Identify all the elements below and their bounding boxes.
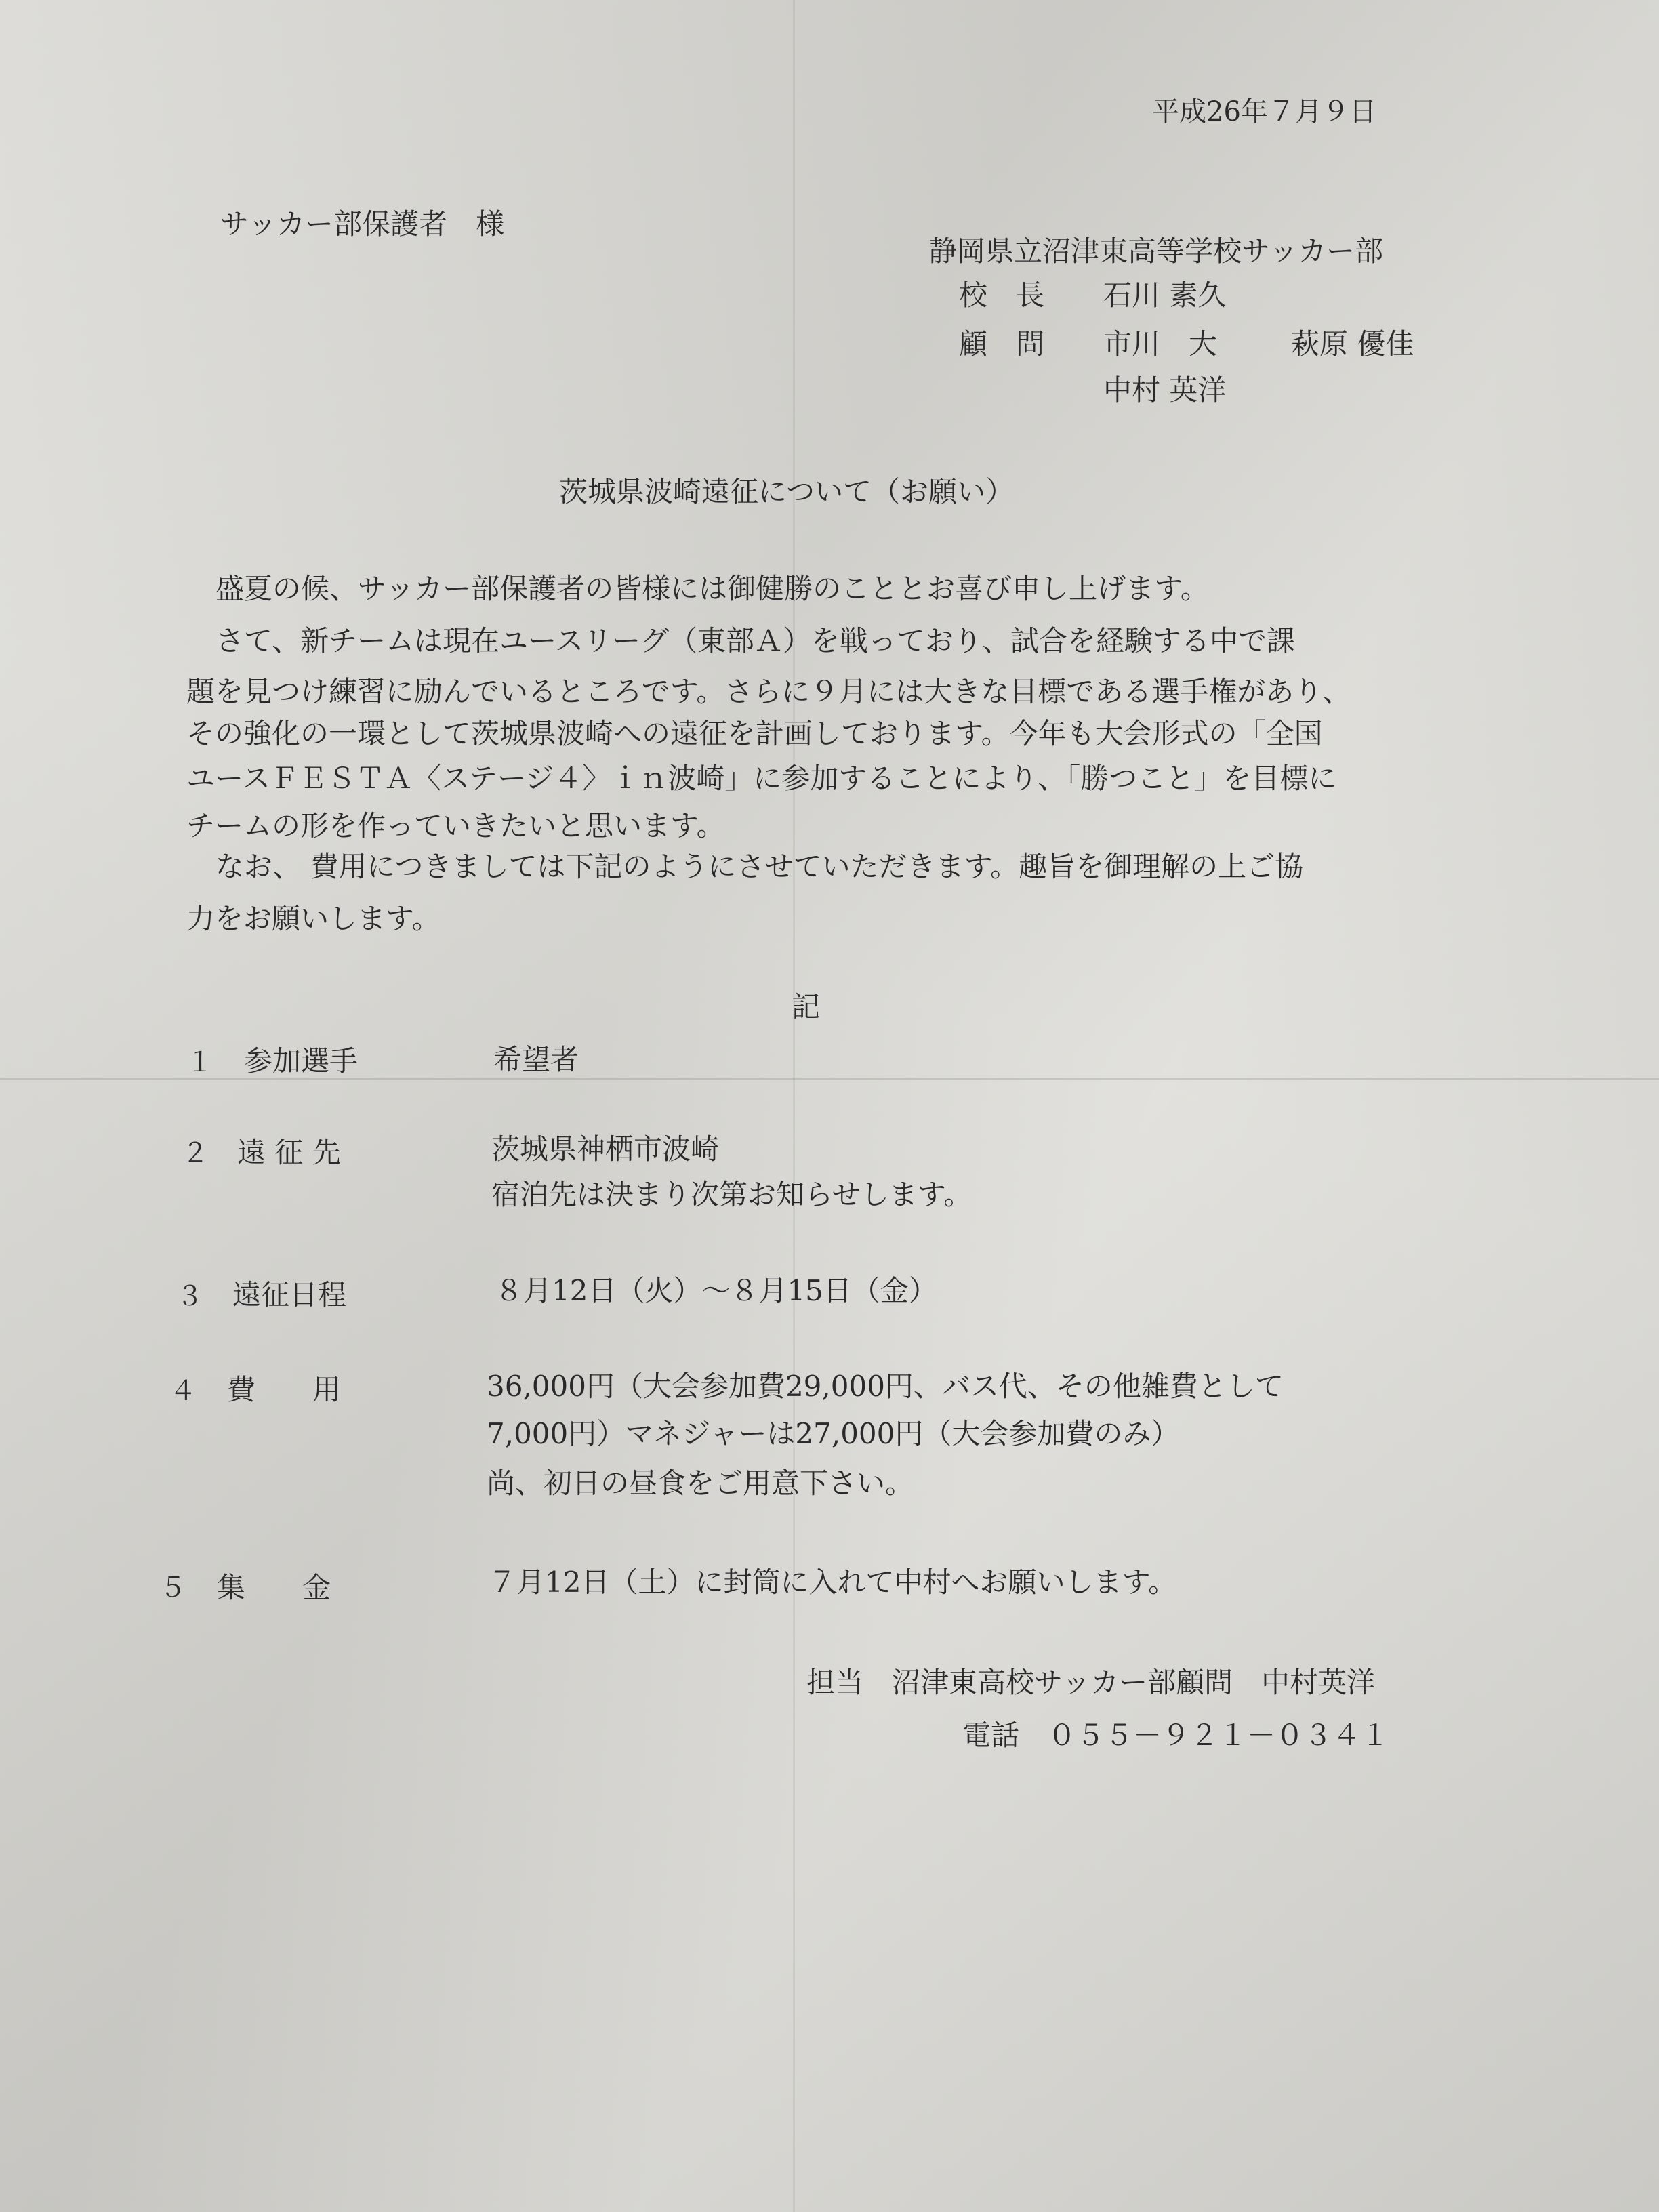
- item-value: ８月12日（火）～８月15日（金）: [495, 1274, 937, 1307]
- body-line: ユースＦＥＳＴＡ〈ステージ４〉ｉｎ波崎」に参加することにより、「勝つこと」を目標に: [186, 762, 1337, 795]
- item-label: 参加選手: [244, 1044, 359, 1078]
- item-value: 7,000円）マネジャーは27,000円（大会参加費のみ）: [487, 1417, 1180, 1450]
- item-number: １: [186, 1047, 213, 1078]
- item-label: 集 金: [217, 1571, 331, 1604]
- document-title: 茨城県波崎遠征について（お願い）: [559, 475, 1015, 508]
- item-value: 尚、初日の昼食をご用意下さい。: [487, 1467, 914, 1500]
- body-line: 題を見つけ練習に励んでいるところです。さらに９月には大きな目標である選手権があり、: [186, 675, 1351, 708]
- body-line: 盛夏の候、サッカー部保護者の皆様には御健勝のこととお喜び申し上げます。: [216, 572, 1209, 605]
- item-number: ２: [182, 1138, 209, 1169]
- body-line: チームの形を作っていきたいと思います。: [186, 809, 725, 842]
- item-number: ３: [176, 1281, 203, 1312]
- principal-role: 校 長: [959, 279, 1045, 312]
- item-label: 費 用: [227, 1373, 342, 1406]
- recipient: サッカー部保護者 様: [220, 207, 505, 241]
- paper-fold-horizontal: [0, 1078, 1659, 1080]
- body-line: その強化の一環として茨城県波崎への遠征を計画しております。今年も大会形式の「全国: [186, 717, 1323, 750]
- document-date: 平成26年７月９日: [1152, 96, 1376, 127]
- item-value: 希望者: [493, 1043, 579, 1076]
- item-number: ５: [159, 1572, 186, 1603]
- paper-fold-vertical: [793, 0, 795, 2212]
- item-value: 宿泊先は決まり次第お知らせします。: [491, 1178, 972, 1211]
- body-line: さて、新チームは現在ユースリーグ（東部Ａ）を戦っており、試合を経験する中で課: [216, 624, 1296, 657]
- item-value: 茨城県神栖市波崎: [491, 1132, 720, 1166]
- body-line: 力をお願いします。: [186, 902, 441, 935]
- item-label: 遠 征 先: [237, 1136, 341, 1169]
- item-value: 36,000円（大会参加費29,000円、バス代、その他雑費として: [487, 1370, 1284, 1403]
- advisor-name-1: 市川 大: [1103, 327, 1218, 361]
- contact-person: 担当 沼津東高校サッカー部顧問 中村英洋: [806, 1666, 1376, 1699]
- contact-phone: 電話 ０５５－９２１－０３４１: [962, 1719, 1390, 1752]
- ki-heading: 記: [792, 990, 821, 1023]
- item-value: ７月12日（土）に封筒に入れて中村へお願いします。: [488, 1565, 1177, 1599]
- advisor-name-2: 萩原 優佳: [1291, 327, 1414, 361]
- advisor-name-3: 中村 英洋: [1103, 373, 1227, 407]
- principal-name: 石川 素久: [1103, 279, 1227, 312]
- advisor-role: 顧 問: [959, 327, 1045, 361]
- item-number: ４: [169, 1376, 197, 1407]
- body-line: なお、 費用につきましては下記のようにさせていただきます。趣旨を御理解の上ご協: [216, 850, 1304, 883]
- item-label: 遠征日程: [232, 1278, 347, 1311]
- sender-organization: 静岡県立沼津東高等学校サッカー部: [928, 234, 1384, 268]
